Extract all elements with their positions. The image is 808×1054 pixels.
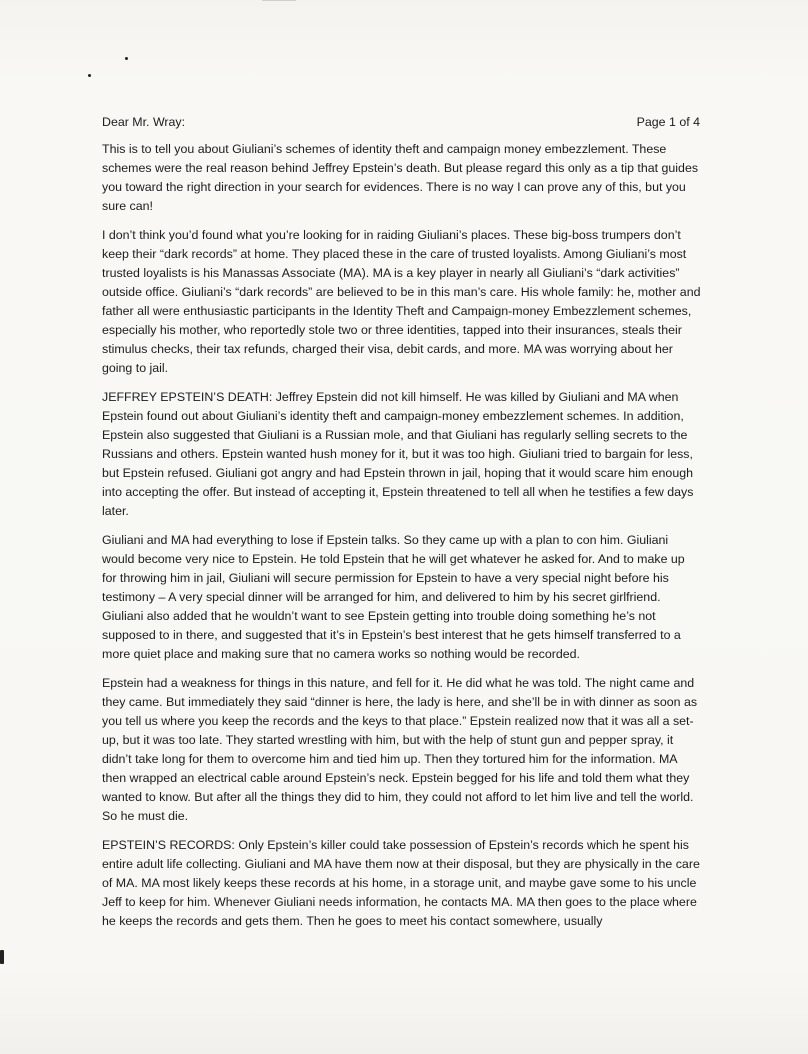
paragraph-epstein-death: JEFFREY EPSTEIN’S DEATH: Jeffrey Epstein did not kill himself. He was killed by Giuliani and MA when Epstein found out about Giuliani’s identity theft and campaign-money embezzlement schemes. In addition, Epstein also suggested that Giuliani is a Russian mole, and that Giuliani has regularly selling secrets to the Russians and others. Epstein wanted hush money for it, but it was too high. Giuliani tried to bargain for less, but Epstein refused. Giuliani got angry and had Epstein thrown in jail, hoping that it would scare him enough into accepting the offer. But instead of accepting it, Epstein threatened to tell all when he testifies a few days later. [102, 390, 694, 518]
scan-artifact-line [262, 0, 296, 1]
scan-edge-mark [0, 950, 4, 964]
paragraph-intro: This is to tell you about Giuliani’s schemes of identity theft and campaign money embezzlement. These schemes were the real reason behind Jeffrey Epstein’s death. But please regard this only as a tip that guides you toward the right direction in your search for evidences. There is no way I can prove any of this, but you sure can! [102, 142, 699, 213]
paragraph-plan: Giuliani and MA had everything to lose if Epstein talks. So they came up with a plan to con him. Giuliani would become very nice to Epstein. He told Epstein that he will get whatever he asked for. And to make up for throwing him in jail, Giuliani will secure permission for Epstein to have a very special night before his testimony – A very special dinner will be arranged for him, and delivered to him by his secret girlfriend. Giuliani also added that he wouldn’t want to see Epstein getting into trouble doing something he’s not supposed to in there, and suggested that it’s in Epstein’s best interest that he gets himself transferred to a more quiet place and making sure that no camera works so nothing would be recorded. [102, 533, 685, 661]
paragraph-records: EPSTEIN’S RECORDS: Only Epstein’s killer could take possession of Epstein’s records which he spent his entire adult life collecting. Giuliani and MA have them now at their disposal, but they are physically in the care of MA. MA most likely keeps these records at his home, in a storage unit, and maybe gave some to his uncle Jeff to keep for him. Whenever Giuliani needs information, he contacts MA. MA then goes to the place where he keeps the records and gets them. Then he goes to meet his contact somewhere, usually [102, 838, 700, 928]
paragraph-night: Epstein had a weakness for things in this nature, and fell for it. He did what he was told. The night came and they came. But immediately they said “dinner is here, the lady is here, and she’ll be in with dinner as soon as you tell us where you keep the records and the keys to that place.” Epstein realized now that it was all a set-up, but it was too late. They started wrestling with him, but with the help of stunt gun and pepper spray, it didn’t take long for them to overcome him and tied him up. Then they tortured him for the information. MA then wrapped an electrical cable around Epstein’s neck. Epstein begged for his life and told them what they wanted to know. But after all the things they did to him, they could not afford to let him live and tell the world. So he must die. [102, 676, 698, 823]
letter-header [102, 113, 702, 132]
letter-body [102, 113, 702, 941]
scan-speck [88, 74, 91, 77]
page-indicator: Page 1 of 4 [636, 115, 700, 129]
salutation: Dear Mr. Wray: [102, 115, 186, 129]
scan-speck [125, 57, 128, 60]
paragraph-dark-records: I don’t think you’d found what you’re looking for in raiding Giuliani’s places. These big-boss trumpers don’t keep their “dark records” at home. They placed these in the care of trusted loyalists. Among Giuliani’s most trusted loyalists is his Manassas Associate (MA). MA is a key player in nearly all Giuliani’s “dark activities” outside office. Giuliani’s “dark records” are believed to be in this man’s care. His whole family: he, mother and father all were enthusiastic participants in the Identity Theft and Campaign-money Embezzlement schemes, especially his mother, who reportedly stole two or three identities, tapped into their insurances, steals their stimulus checks, their tax refunds, charged their visa, debit cards, and more. MA was worrying about her going to jail. [102, 228, 701, 375]
